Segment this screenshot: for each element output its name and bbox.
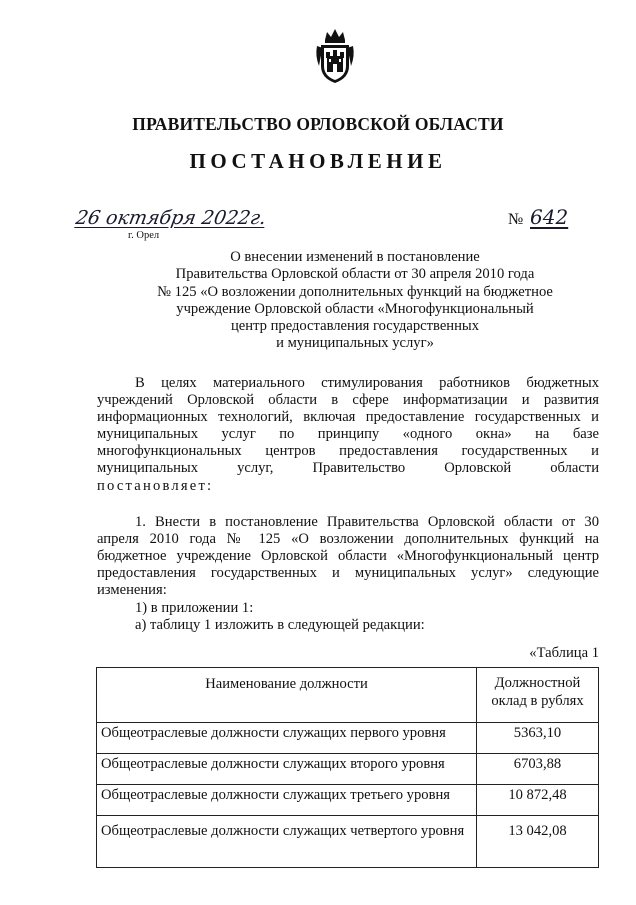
table-caption: «Таблица 1 — [529, 645, 599, 661]
salary-cell: 5363,10 — [477, 723, 599, 754]
salary-table — [96, 667, 599, 868]
document-type: ПОСТАНОВЛЕНИЕ — [189, 149, 447, 173]
salary-cell: 6703,88 — [477, 754, 599, 785]
header-salary: Должностной оклад в рублях — [477, 668, 599, 723]
table-row — [97, 816, 599, 868]
position-cell: Общеотраслевые должности служащих первого уровня — [97, 723, 477, 754]
handwritten-date: 26 октября 2022г. — [74, 207, 268, 229]
table-row — [97, 754, 599, 785]
position-cell: Общеотраслевые должности служащих четвертого уровня — [97, 816, 477, 868]
position-cell: Общеотраслевые должности служащих третьего уровня — [97, 785, 477, 816]
subject-line: и муниципальных услуг» — [276, 335, 434, 352]
salary-cell: 10 872,48 — [477, 785, 599, 816]
coat-of-arms-icon — [313, 26, 357, 86]
number-label: № — [508, 211, 524, 228]
subject-line: учреждение Орловской области «Многофункциональный — [176, 300, 534, 317]
decree-word: постановляет: — [97, 478, 214, 494]
subitem-a: а) таблицу 1 изложить в следующей редакции: — [135, 617, 425, 633]
table-header-row — [97, 668, 599, 723]
subject-line: Правительства Орловской области от 30 апреля 2010 года — [175, 266, 535, 283]
salary-cell: 13 042,08 — [477, 816, 599, 868]
table-row — [97, 723, 599, 754]
position-cell: Общеотраслевые должности служащих второго уровня — [97, 754, 477, 785]
subitem-1: 1) в приложении 1: — [135, 600, 254, 616]
subject-line: центр предоставления государственных — [230, 318, 480, 335]
preamble-paragraph: В целях материального стимулирования работников бюджетных учреждений Орловской области в сфере информатизации и развития информационных технологий, включая предоставление государственных и муниципальных услуг по принципу «одного окна» на базе многофункциональных центров предоставления государственных и муниципальных услуг, Правительство Орловской области — [97, 375, 599, 476]
city-label: г. Орел — [128, 230, 160, 241]
item-1-paragraph: 1. Внести в постановление Правительства Орловской области от 30 апреля 2010 года № 125 «О возложении дополнительных функций на бюджетное учреждение Орловской области «Многофункциональный центр предоставления государственных и муниципальных услуг» следующие изменения: — [97, 514, 599, 598]
government-title: ПРАВИТЕЛЬСТВО ОРЛОВСКОЙ ОБЛАСТИ — [132, 114, 504, 134]
handwritten-number: 642 — [530, 205, 569, 229]
subject-line: О внесении изменений в постановление — [230, 249, 480, 265]
table-row — [97, 785, 599, 816]
document-subject — [130, 249, 580, 353]
header-position: Наименование должности — [97, 668, 477, 723]
subject-line: № 125 «О возложении дополнительных функций на бюджетное — [157, 283, 553, 300]
